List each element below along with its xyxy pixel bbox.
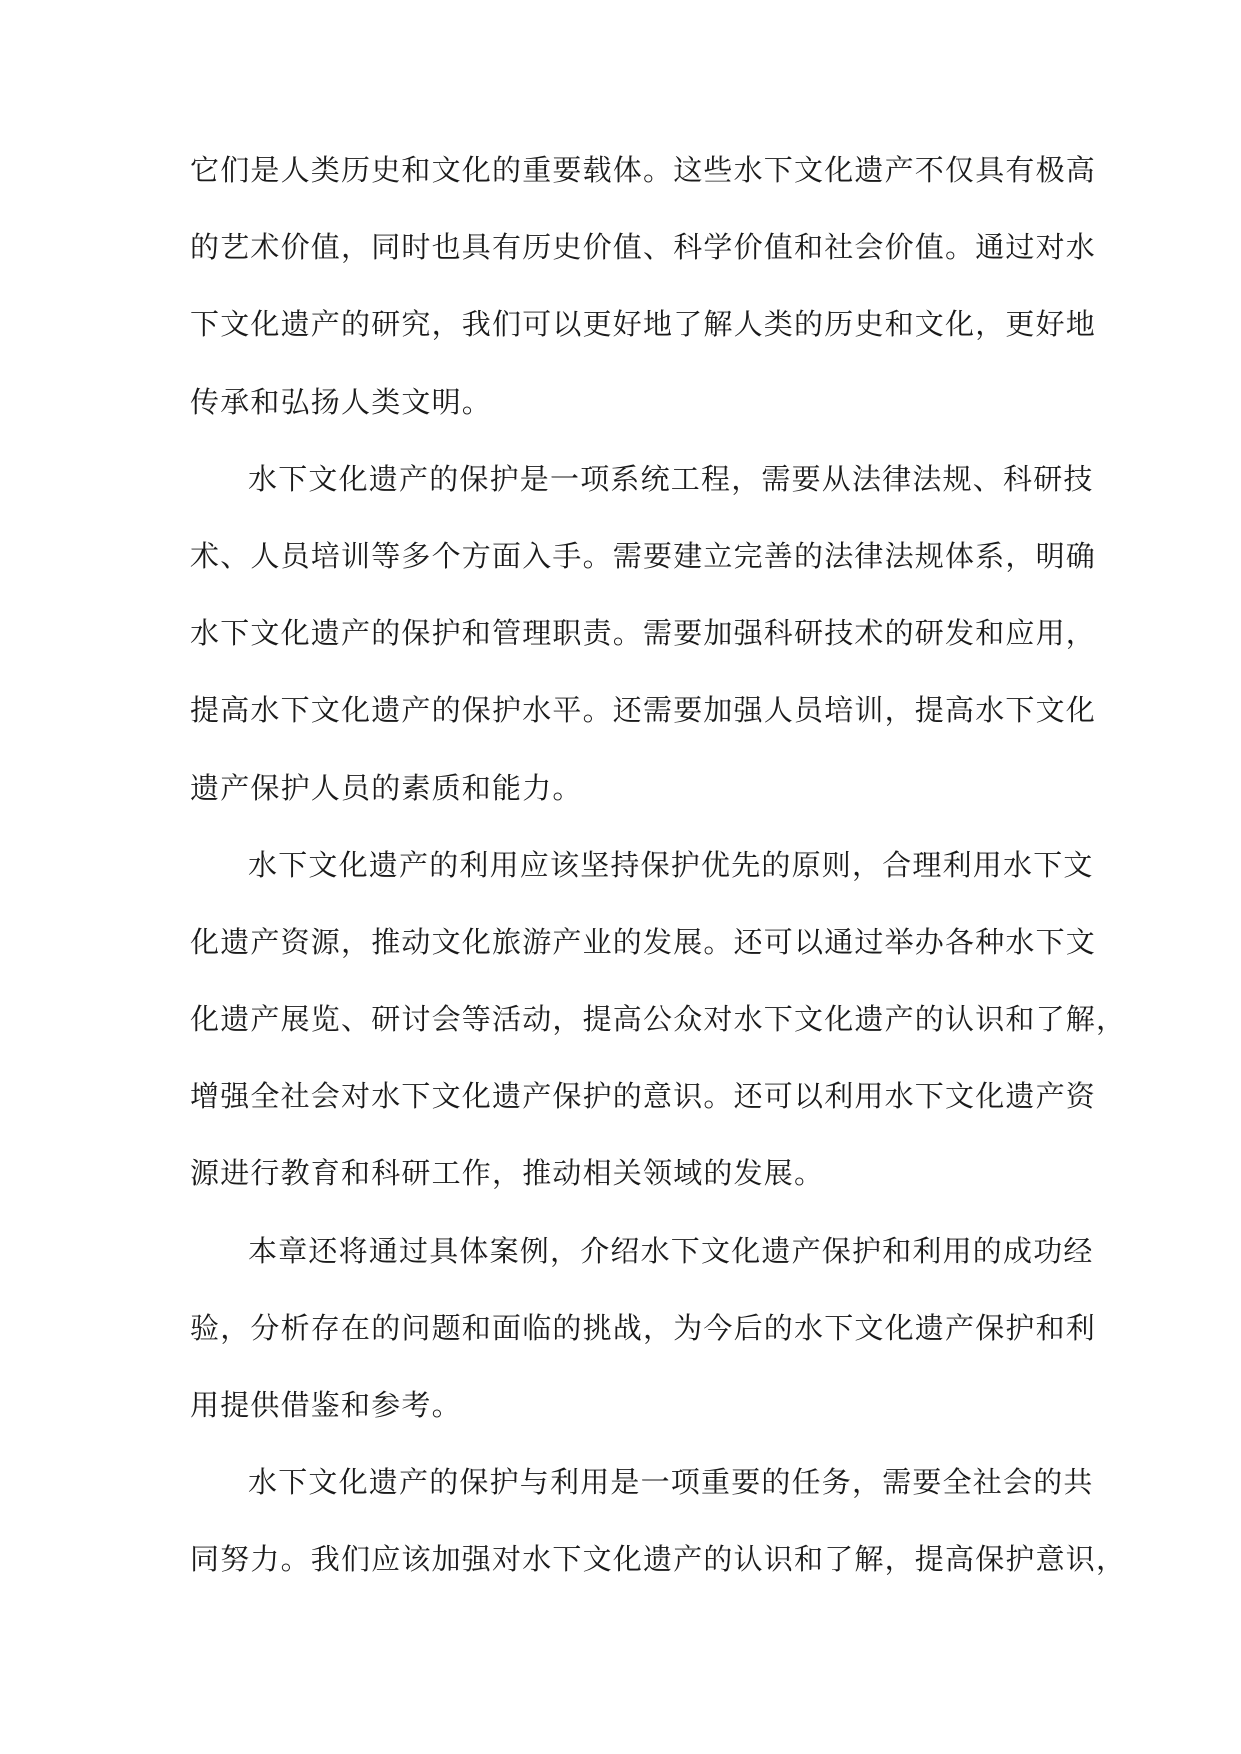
text-line: 下文化遗产的研究，我们可以更好地了解人类的历史和文化，更好地 (190, 307, 1097, 342)
text-line: 本章还将通过具体案例，介绍水下文化遗产保护和利用的成功经 (248, 1233, 1094, 1268)
text-line: 的艺术价值，同时也具有历史价值、科学价值和社会价值。通过对水 (190, 230, 1097, 265)
text-line: 验，分析存在的问题和面临的挑战，为今后的水下文化遗产保护和利 (190, 1310, 1097, 1345)
text-line: 化遗产资源，推动文化旅游产业的发展。还可以通过举办各种水下文 (190, 924, 1097, 959)
body-text (190, 140, 1127, 1607)
text-line: 源进行教育和科研工作，推动相关领域的发展。 (190, 1156, 825, 1191)
text-line: 遗产保护人员的素质和能力。 (190, 770, 583, 805)
text-line: 提高水下文化遗产的保护水平。还需要加强人员培训，提高水下文化 (190, 693, 1097, 728)
text-line: 水下文化遗产的保护是一项系统工程，需要从法律法规、科研技 (248, 461, 1094, 496)
text-line: 水下文化遗产的利用应该坚持保护优先的原则，合理利用水下文 (248, 847, 1094, 882)
text-line: 化遗产展览、研讨会等活动，提高公众对水下文化遗产的认识和了解， (190, 1002, 1127, 1037)
text-line: 增强全社会对水下文化遗产保护的意识。还可以利用水下文化遗产资 (190, 1079, 1097, 1114)
text-line: 水下文化遗产的保护和管理职责。需要加强科研技术的研发和应用， (190, 616, 1097, 651)
text-line: 它们是人类历史和文化的重要载体。这些水下文化遗产不仅具有极高 (190, 153, 1097, 187)
text-line: 传承和弘扬人类文明。 (190, 384, 493, 419)
text-line: 用提供借鉴和参考。 (190, 1388, 462, 1422)
text-line: 同努力。我们应该加强对水下文化遗产的认识和了解，提高保护意识， (190, 1542, 1127, 1577)
text-line: 术、人员培训等多个方面入手。需要建立完善的法律法规体系，明确 (190, 538, 1097, 573)
text-line: 水下文化遗产的保护与利用是一项重要的任务，需要全社会的共 (248, 1465, 1094, 1500)
